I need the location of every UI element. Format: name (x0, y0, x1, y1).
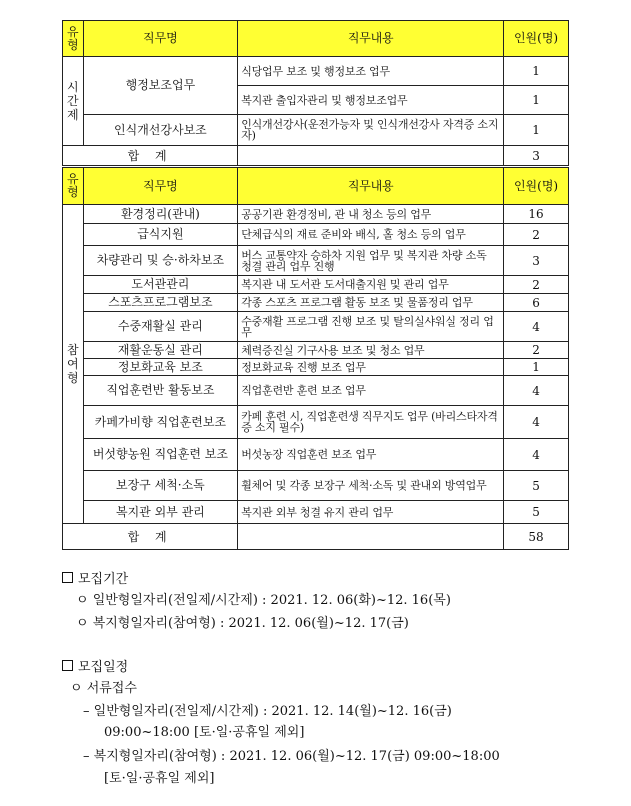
desc-cell: 단체급식의 재료 준비와 배식, 홀 청소 등의 업무 (238, 224, 504, 246)
count-cell: 1 (504, 57, 569, 86)
job-cell: 복지관 외부 관리 (83, 501, 238, 524)
desc-cell: 정보화교육 진행 보조 업무 (238, 359, 504, 376)
table-row (63, 276, 569, 294)
count-cell: 2 (504, 276, 569, 294)
table-row (63, 406, 569, 439)
job-cell: 직업훈련반 활동보조 (83, 376, 238, 406)
job-cell: 정보화교육 보조 (83, 359, 238, 376)
total-value: 3 (504, 146, 569, 166)
total-value: 58 (504, 524, 569, 550)
count-cell: 1 (504, 86, 569, 115)
count-cell: 4 (504, 312, 569, 342)
header-type: 유형 (63, 21, 84, 57)
desc-cell: 체력증진실 기구사용 보조 및 청소 업무 (238, 342, 504, 359)
total-label: 합 계 (63, 524, 238, 550)
header-type: 유형 (63, 168, 84, 205)
desc-cell: 복지관 외부 청결 유지 관리 업무 (238, 501, 504, 524)
type-cell: 참여형 (63, 205, 84, 524)
desc-cell: 휠체어 및 각종 보장구 세척·소독 및 관내외 방역업무 (238, 471, 504, 501)
table-participation (62, 167, 569, 550)
table-row (63, 57, 569, 86)
desc-cell: 수중재활 프로그램 진행 보조 및 탈의실샤워실 정리 업무 (238, 312, 504, 342)
desc-cell: 직업훈련반 훈련 보조 업무 (238, 376, 504, 406)
total-label: 합 계 (63, 146, 238, 166)
square-bullet-icon (62, 572, 73, 583)
section-recruit-schedule (62, 660, 128, 676)
header-job: 직무명 (83, 21, 238, 57)
count-cell: 2 (504, 342, 569, 359)
type-cell: 시간제 (63, 57, 84, 146)
count-cell: 16 (504, 205, 569, 224)
count-cell: 4 (504, 406, 569, 439)
header-desc: 직무내용 (238, 168, 504, 205)
desc-cell: 카페 훈련 시, 직업훈련생 직무지도 업무 (바리스타자격증 소지 필수) (238, 406, 504, 439)
desc-cell: 복지관 출입자관리 및 행정보조업무 (238, 86, 504, 115)
table-row (63, 342, 569, 359)
count-cell: 2 (504, 224, 569, 246)
schedule-line: – 일반형일자리(전일제/시간제) : 2021. 12. 14(월)~12. 16(금) (83, 704, 452, 719)
job-cell: 버섯향농원 직업훈련 보조 (83, 439, 238, 471)
schedule-line: 09:00~18:00 [토·일·공휴일 제외] (104, 725, 305, 740)
job-cell: 도서관관리 (83, 276, 238, 294)
desc-cell: 버섯농장 직업훈련 보조 업무 (238, 439, 504, 471)
section-title: 모집기간 (78, 572, 129, 587)
table-row (63, 471, 569, 501)
desc-cell: 식당업무 보조 및 행정보조 업무 (238, 57, 504, 86)
count-cell: 4 (504, 439, 569, 471)
table-row (63, 224, 569, 246)
schedule-sub-heading: ㅇ 서류접수 (70, 681, 137, 696)
desc-cell: 각종 스포츠 프로그램 활동 보조 및 물품정리 업무 (238, 294, 504, 312)
job-cell: 환경정리(관내) (83, 205, 238, 224)
table-row (63, 115, 569, 146)
job-cell: 카페가비향 직업훈련보조 (83, 406, 238, 439)
period-item: ㅇ 복지형일자리(참여형) : 2021. 12. 06(월)~12. 17(금) (76, 616, 409, 631)
table-row (63, 294, 569, 312)
job-cell: 스포츠프로그램보조 (83, 294, 238, 312)
desc-cell: 복지관 내 도서관 도서대출지원 및 관리 업무 (238, 276, 504, 294)
job-cell: 행정보조업무 (83, 57, 238, 115)
table-row (63, 359, 569, 376)
table-row (63, 439, 569, 471)
square-bullet-icon (62, 660, 73, 671)
count-cell: 1 (504, 115, 569, 146)
table-row (63, 376, 569, 406)
header-desc: 직무내용 (238, 21, 504, 57)
total-row (63, 524, 569, 550)
count-cell: 1 (504, 359, 569, 376)
job-cell: 인식개선강사보조 (83, 115, 238, 146)
table-row (63, 501, 569, 524)
desc-cell: 인식개선강사(운전가능자 및 인식개선강사 자격증 소지자) (238, 115, 504, 146)
section-title: 모집일정 (78, 660, 129, 675)
table-row (63, 312, 569, 342)
header-count: 인원(명) (504, 21, 569, 57)
job-cell: 재활운동실 관리 (83, 342, 238, 359)
table-header-row (63, 21, 569, 57)
count-cell: 6 (504, 294, 569, 312)
desc-cell: 공공기관 환경정비, 관 내 청소 등의 업무 (238, 205, 504, 224)
table-row (63, 205, 569, 224)
count-cell: 5 (504, 501, 569, 524)
header-job: 직무명 (83, 168, 238, 205)
header-count: 인원(명) (504, 168, 569, 205)
desc-cell: 버스 교통약자 승하차 지원 업무 및 복지관 차량 소독 청결 관리 업무 진행 (238, 246, 504, 276)
job-cell: 급식지원 (83, 224, 238, 246)
period-item: ㅇ 일반형일자리(전일제/시간제) : 2021. 12. 06(화)~12. 16(목) (76, 593, 451, 608)
job-cell: 보장구 세척·소독 (83, 471, 238, 501)
section-recruit-period (62, 572, 128, 588)
total-row (63, 146, 569, 166)
table-header-row (63, 168, 569, 205)
schedule-line: – 복지형일자리(참여형) : 2021. 12. 06(월)~12. 17(금) 09:00~18:00 (83, 749, 500, 764)
count-cell: 3 (504, 246, 569, 276)
job-cell: 차량관리 및 승·하차보조 (83, 246, 238, 276)
table-row (63, 246, 569, 276)
schedule-line: [토·일·공휴일 제외] (104, 771, 215, 786)
job-cell: 수중재활실 관리 (83, 312, 238, 342)
count-cell: 4 (504, 376, 569, 406)
count-cell: 5 (504, 471, 569, 501)
table-part-time (62, 20, 569, 166)
